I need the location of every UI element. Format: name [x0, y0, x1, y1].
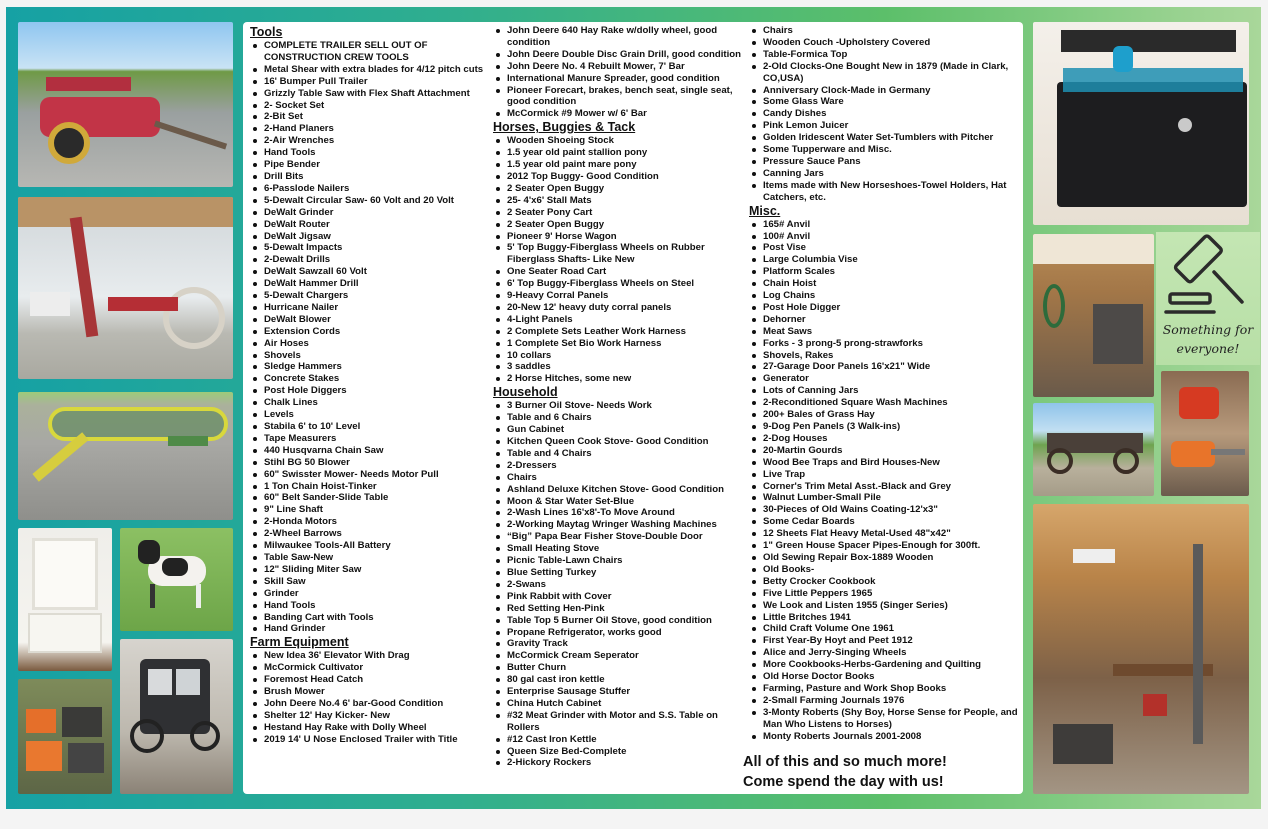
household-item: Anniversary Clock-Made in Germany: [749, 85, 1019, 97]
household-item: 2-Hickory Rockers: [493, 757, 741, 769]
household-item: Golden Iridescent Water Set-Tumblers with Pitcher: [749, 132, 1019, 144]
farm-equipment-item: John Deere 640 Hay Rake w/dolly wheel, good condition: [493, 25, 741, 49]
tools-item: Metal Shear with extra blades for 4/12 pitch cuts: [250, 64, 490, 76]
household-item: 2-Dressers: [493, 460, 741, 472]
tools-item: 16' Bumper Pull Trailer: [250, 76, 490, 88]
horses-item: 2 Complete Sets Leather Work Harness: [493, 326, 741, 338]
photo-wagon: [1033, 403, 1154, 496]
farm-equipment-item: New Idea 36' Elevator With Drag: [250, 650, 490, 662]
misc-item: Wood Bee Traps and Bird Houses-New: [749, 457, 1019, 469]
household-item: Pressure Sauce Pans: [749, 156, 1019, 168]
tagline-line-1: Something for: [1162, 322, 1254, 337]
household-item: Butter Churn: [493, 662, 741, 674]
horses-item: 20-New 12' heavy duty corral panels: [493, 302, 741, 314]
tools-item: Grinder: [250, 588, 490, 600]
tools-item: Air Hoses: [250, 338, 490, 350]
misc-item: Post Vise: [749, 242, 1019, 254]
farm-equipment-item: Hestand Hay Rake with Dolly Wheel: [250, 722, 490, 734]
household-item: Blue Setting Turkey: [493, 567, 741, 579]
farm-equipment-list-continued: [493, 25, 741, 120]
misc-item: 200+ Bales of Grass Hay: [749, 409, 1019, 421]
household-item: Items made with New Horseshoes-Towel Holders, Hat Catchers, etc.: [749, 180, 1019, 204]
misc-item: Forks - 3 prong-5 prong-strawforks: [749, 338, 1019, 350]
misc-item: Old Sewing Repair Box-1889 Wooden: [749, 552, 1019, 564]
household-item: Red Setting Hen-Pink: [493, 603, 741, 615]
household-item: Some Glass Ware: [749, 96, 1019, 108]
farm-equipment-item: John Deere Double Disc Grain Drill, good condition: [493, 49, 741, 61]
tools-item: Shovels: [250, 350, 490, 362]
tagline-line-2: everyone!: [1176, 341, 1240, 356]
tools-list: [250, 40, 490, 635]
farm-equipment-item: Brush Mower: [250, 686, 490, 698]
gavel-card: [1156, 232, 1260, 365]
tools-item: DeWalt Grinder: [250, 207, 490, 219]
photo-chainsaws: [1161, 371, 1249, 496]
farm-equipment-item: Shelter 12' Hay Kicker- New: [250, 710, 490, 722]
horses-item: 3 saddles: [493, 361, 741, 373]
misc-item: Dehorner: [749, 314, 1019, 326]
misc-item: More Cookbooks-Herbs-Gardening and Quilting: [749, 659, 1019, 671]
household-list: [493, 400, 741, 769]
misc-list: [749, 219, 1019, 743]
closing-message: [743, 752, 947, 792]
misc-item: 100# Anvil: [749, 231, 1019, 243]
photo-hay-rake: [18, 392, 233, 520]
tools-item: DeWalt Sawzall 60 Volt: [250, 266, 490, 278]
misc-item: 12 Sheets Flat Heavy Metal-Used 48"x42": [749, 528, 1019, 540]
misc-item: 2-Dog Houses: [749, 433, 1019, 445]
tools-item: Skill Saw: [250, 576, 490, 588]
misc-item: Live Trap: [749, 469, 1019, 481]
misc-item: Some Cedar Boards: [749, 516, 1019, 528]
misc-item: Child Craft Volume One 1961: [749, 623, 1019, 635]
horses-item: One Seater Road Cart: [493, 266, 741, 278]
household-item: Candy Dishes: [749, 108, 1019, 120]
misc-item: 2-Reconditioned Square Wash Machines: [749, 397, 1019, 409]
household-item: Gun Cabinet: [493, 424, 741, 436]
horses-item: Wooden Shoeing Stock: [493, 135, 741, 147]
household-item: McCormick Cream Seperator: [493, 650, 741, 662]
tools-item: DeWalt Hammer Drill: [250, 278, 490, 290]
household-item: 2-Wash Lines 16'x8'-To Move Around: [493, 507, 741, 519]
farm-equipment-list: [250, 650, 490, 745]
misc-item: 30-Pieces of Old Wains Coating-12'x3": [749, 504, 1019, 516]
misc-item: Little Britches 1941: [749, 612, 1019, 624]
tools-item: 2-Bit Set: [250, 111, 490, 123]
misc-item: 9-Dog Pen Panels (3 Walk-ins): [749, 421, 1019, 433]
household-item: Queen Size Bed-Complete: [493, 746, 741, 758]
tools-item: Stihl BG 50 Blower: [250, 457, 490, 469]
tools-item: 2-Honda Motors: [250, 516, 490, 528]
farm-equipment-item: International Manure Spreader, good condition: [493, 73, 741, 85]
tools-item: Chalk Lines: [250, 397, 490, 409]
misc-item: 20-Martin Gourds: [749, 445, 1019, 457]
horses-item: 6' Top Buggy-Fiberglass Wheels on Steel: [493, 278, 741, 290]
misc-item: 165# Anvil: [749, 219, 1019, 231]
household-item: Table and 4 Chairs: [493, 448, 741, 460]
auction-flyer: [6, 7, 1261, 809]
column-3: [749, 25, 1019, 742]
tagline: [1156, 320, 1260, 358]
misc-item: Old Books-: [749, 564, 1019, 576]
horses-list: [493, 135, 741, 385]
household-item: 2-Old Clocks-One Bought New in 1879 (Made in Clark, CO,USA): [749, 61, 1019, 85]
tools-item: 1 Ton Chain Hoist-Tinker: [250, 481, 490, 493]
photo-amish-buggy: [120, 639, 233, 794]
closing-line-1: All of this and so much more!: [743, 754, 947, 770]
household-list-continued: [749, 25, 1019, 204]
tools-item: Drill Bits: [250, 171, 490, 183]
household-item: Table Top 5 Burner Oil Stove, good condition: [493, 615, 741, 627]
tools-item: Concrete Stakes: [250, 373, 490, 385]
misc-item: Monty Roberts Journals 2001-2008: [749, 731, 1019, 743]
misc-item: Shovels, Rakes: [749, 350, 1019, 362]
misc-item: Corner's Trim Metal Asst.-Black and Grey: [749, 481, 1019, 493]
household-item: Enterprise Sausage Stuffer: [493, 686, 741, 698]
misc-item: Five Little Peppers 1965: [749, 588, 1019, 600]
misc-item: Post Hole Digger: [749, 302, 1019, 314]
farm-equipment-item: Foremost Head Catch: [250, 674, 490, 686]
household-item: Small Heating Stove: [493, 543, 741, 555]
horses-heading: Horses, Buggies & Tack: [493, 120, 636, 135]
household-item: China Hutch Cabinet: [493, 698, 741, 710]
photo-paint-pony: [120, 528, 233, 631]
tools-item: 9" Line Shaft: [250, 504, 490, 516]
farm-equipment-item: Pioneer Forecart, brakes, bench seat, single seat, good condition: [493, 85, 741, 109]
household-item: #12 Cast Iron Kettle: [493, 734, 741, 746]
farm-equipment-item: 2019 14' U Nose Enclosed Trailer with Title: [250, 734, 490, 746]
horses-item: 1.5 year old paint mare pony: [493, 159, 741, 171]
misc-item: Platform Scales: [749, 266, 1019, 278]
tools-item: DeWalt Router: [250, 219, 490, 231]
household-item: #32 Meat Grinder with Motor and S.S. Table on Rollers: [493, 710, 741, 734]
tools-item: Milwaukee Tools-All Battery: [250, 540, 490, 552]
photo-red-trailer-cart: [18, 22, 233, 187]
misc-item: 2-Small Farming Journals 1976: [749, 695, 1019, 707]
misc-item: 27-Garage Door Panels 16'x21" Wide: [749, 361, 1019, 373]
household-item: Canning Jars: [749, 168, 1019, 180]
household-item: Some Tupperware and Misc.: [749, 144, 1019, 156]
farm-equipment-item: McCormick #9 Mower w/ 6' Bar: [493, 108, 741, 120]
tools-item: 2-Wheel Barrows: [250, 528, 490, 540]
horses-item: 2 Horse Hitches, some new: [493, 373, 741, 385]
photo-blue-glass-on-stove: [1033, 22, 1249, 225]
column-1: [250, 25, 490, 746]
horses-item: 2 Seater Open Buggy: [493, 219, 741, 231]
household-item: Gravity Track: [493, 638, 741, 650]
tools-item: 2-Air Wrenches: [250, 135, 490, 147]
misc-heading: Misc.: [749, 203, 781, 218]
misc-item: Large Columbia Vise: [749, 254, 1019, 266]
tools-item: COMPLETE TRAILER SELL OUT OF CONSTRUCTION CREW TOOLS: [250, 40, 490, 64]
misc-item: Chain Hoist: [749, 278, 1019, 290]
household-heading: Household: [493, 385, 558, 400]
gavel-icon: [1156, 232, 1260, 320]
horses-item: 5' Top Buggy-Fiberglass Wheels on Rubber Fiberglass Shafts- Like New: [493, 242, 741, 266]
photo-hoosier-cabinet: [18, 528, 112, 671]
tools-item: 6-Passlode Nailers: [250, 183, 490, 195]
misc-item: Generator: [749, 373, 1019, 385]
household-item: Table and 6 Chairs: [493, 412, 741, 424]
misc-item: Log Chains: [749, 290, 1019, 302]
column-2: [493, 25, 741, 769]
misc-item: Alice and Jerry-Singing Wheels: [749, 647, 1019, 659]
tools-item: 440 Husqvarna Chain Saw: [250, 445, 490, 457]
horses-item: 2 Seater Open Buggy: [493, 183, 741, 195]
horses-item: 4-Light Panels: [493, 314, 741, 326]
tools-item: Extension Cords: [250, 326, 490, 338]
tools-item: Tape Measurers: [250, 433, 490, 445]
photo-workshop-interior: [1033, 504, 1249, 794]
tools-item: Banding Cart with Tools: [250, 612, 490, 624]
horses-item: 1.5 year old paint stallion pony: [493, 147, 741, 159]
tools-item: 2- Socket Set: [250, 100, 490, 112]
tools-heading: Tools: [250, 25, 283, 39]
misc-item: Betty Crocker Cookbook: [749, 576, 1019, 588]
tools-item: Pipe Bender: [250, 159, 490, 171]
tools-item: Stabila 6' to 10' Level: [250, 421, 490, 433]
household-item: Pink Lemon Juicer: [749, 120, 1019, 132]
photo-sickle-mower: [18, 197, 233, 379]
household-item: Moon & Star Water Set-Blue: [493, 496, 741, 508]
misc-item: We Look and Listen 1955 (Singer Series): [749, 600, 1019, 612]
household-item: 2-Swans: [493, 579, 741, 591]
tools-item: Post Hole Diggers: [250, 385, 490, 397]
misc-item: Farming, Pasture and Work Shop Books: [749, 683, 1019, 695]
misc-item: Meat Saws: [749, 326, 1019, 338]
misc-item: First Year-By Hoyt and Peet 1912: [749, 635, 1019, 647]
tools-item: Table Saw-New: [250, 552, 490, 564]
household-item: Ashland Deluxe Kitchen Stove- Good Condition: [493, 484, 741, 496]
tools-item: Hurricane Nailer: [250, 302, 490, 314]
tools-item: 5-Dewalt Chargers: [250, 290, 490, 302]
tools-item: 2-Hand Planers: [250, 123, 490, 135]
farm-equipment-item: John Deere No.4 6' bar-Good Condition: [250, 698, 490, 710]
farm-equipment-item: McCormick Cultivator: [250, 662, 490, 674]
tools-item: Hand Tools: [250, 600, 490, 612]
household-item: 3 Burner Oil Stove- Needs Work: [493, 400, 741, 412]
household-item: 2-Working Maytag Wringer Washing Machines: [493, 519, 741, 531]
tools-item: 12" Sliding Miter Saw: [250, 564, 490, 576]
horses-item: 10 collars: [493, 350, 741, 362]
household-item: Chairs: [749, 25, 1019, 37]
tools-item: Sledge Hammers: [250, 361, 490, 373]
household-item: “Big” Papa Bear Fisher Stove-Double Door: [493, 531, 741, 543]
farm-equipment-heading: Farm Equipment: [250, 635, 349, 650]
tools-item: DeWalt Blower: [250, 314, 490, 326]
misc-item: 3-Monty Roberts (Shy Boy, Horse Sense for People, and Man Who Listens to Horses): [749, 707, 1019, 731]
household-item: Picnic Table-Lawn Chairs: [493, 555, 741, 567]
closing-line-2: Come spend the day with us!: [743, 774, 944, 790]
horses-item: 2 Seater Pony Cart: [493, 207, 741, 219]
tools-item: 2-Dewalt Drills: [250, 254, 490, 266]
tools-item: 60" Belt Sander-Slide Table: [250, 492, 490, 504]
tools-item: Hand Grinder: [250, 623, 490, 635]
household-item: Propane Refrigerator, works good: [493, 627, 741, 639]
horses-item: 9-Heavy Corral Panels: [493, 290, 741, 302]
household-item: Chairs: [493, 472, 741, 484]
tools-item: 60" Swisster Mower- Needs Motor Pull: [250, 469, 490, 481]
tools-item: 5-Dewalt Impacts: [250, 242, 490, 254]
tools-item: 5-Dewalt Circular Saw- 60 Volt and 20 Volt: [250, 195, 490, 207]
farm-equipment-item: John Deere No. 4 Rebuilt Mower, 7' Bar: [493, 61, 741, 73]
misc-item: 1" Green House Spacer Pipes-Enough for 300ft.: [749, 540, 1019, 552]
household-item: Table-Formica Top: [749, 49, 1019, 61]
household-item: 80 gal cast iron kettle: [493, 674, 741, 686]
horses-item: Pioneer 9' Horse Wagon: [493, 231, 741, 243]
household-item: Pink Rabbit with Cover: [493, 591, 741, 603]
auction-list-panel: [243, 22, 1023, 794]
tools-item: Hand Tools: [250, 147, 490, 159]
tools-item: DeWalt Jigsaw: [250, 231, 490, 243]
horses-item: 1 Complete Set Bio Work Harness: [493, 338, 741, 350]
horses-item: 2012 Top Buggy- Good Condition: [493, 171, 741, 183]
misc-item: Walnut Lumber-Small Pile: [749, 492, 1019, 504]
household-item: Wooden Couch -Upholstery Covered: [749, 37, 1019, 49]
photo-trailer-interior: [1033, 234, 1154, 397]
misc-item: Old Horse Doctor Books: [749, 671, 1019, 683]
tools-item: Grizzly Table Saw with Flex Shaft Attachment: [250, 88, 490, 100]
photo-dewalt-tools: [18, 679, 112, 794]
horses-item: 25- 4'x6' Stall Mats: [493, 195, 741, 207]
misc-item: Lots of Canning Jars: [749, 385, 1019, 397]
household-item: Kitchen Queen Cook Stove- Good Condition: [493, 436, 741, 448]
tools-item: Levels: [250, 409, 490, 421]
